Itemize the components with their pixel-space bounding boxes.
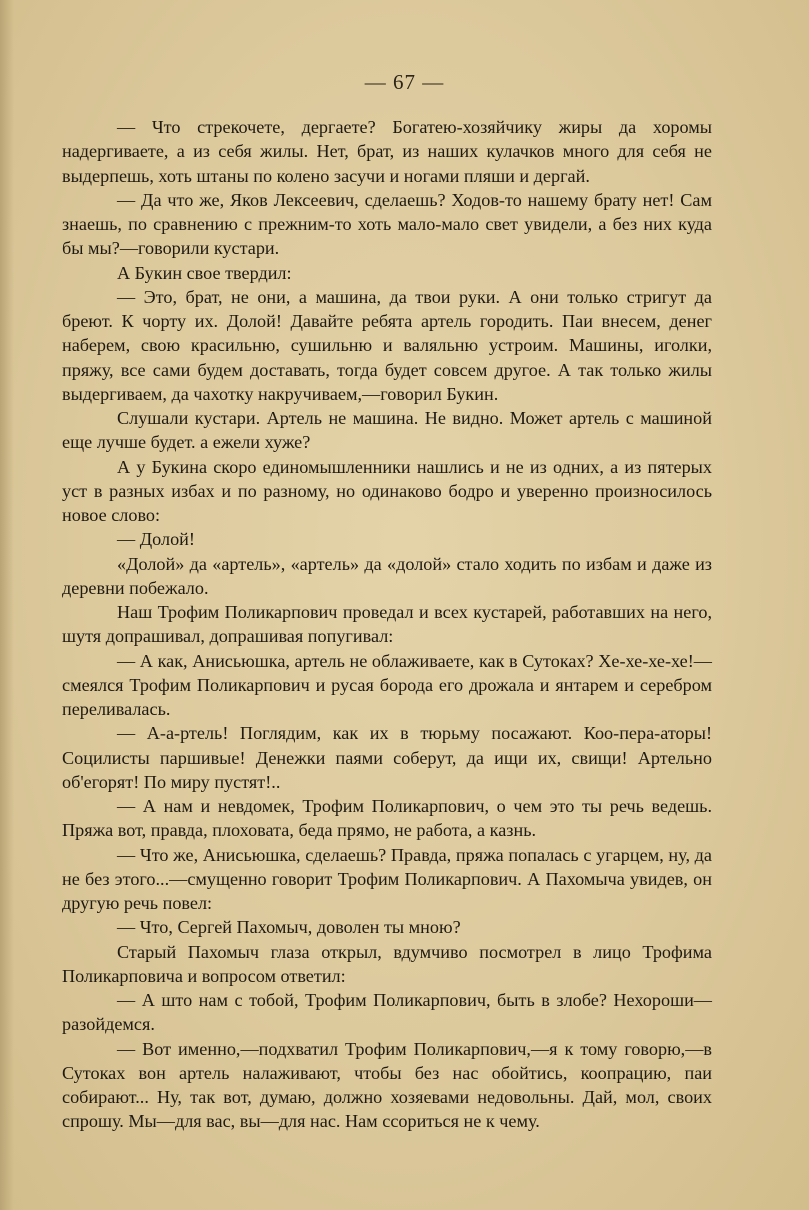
paragraph: — Долой! [117,529,195,550]
body-text [62,115,712,1134]
page-number: — 67 — [364,70,445,94]
paragraph: Слушали кустари. Артель не машина. Не видно. Может артель с машиной еще лучше будет. а ежели хуже? [62,408,712,453]
paragraph: — Это, брат, не они, а машина, да твои руки. А они только стригут да бреют. К чорту их. Долой! Давайте ребята артель городить. Паи внесем, денег наберем, свою красильню, сушильню и валяльню устроим. Машины, иголки, пряжу, все сами будем доставать, тогда будет совсем другое. А так только жилы выдергиваем, да чахотку накручиваем,—говорил Букин. [62,286,712,404]
paragraph: — А-а-ртель! Поглядим, как их в тюрьму посажают. Коо-пера-аторы! Социлисты паршивые! Денежки паями соберут, да ищи их, свищи! Артельно об'егорят! По миру пустят!.. [62,723,712,792]
paragraph: — А што нам с тобой, Трофим Поликарпович, быть в злобе? Нехороши—разойдемся. [62,990,712,1035]
paragraph: — Что, Сергей Пахомыч, доволен ты мною? [117,917,461,938]
paragraph: — А как, Анисьюшка, артель не облаживаете, как в Сутоках? Хе-хе-хе-хе!—смеялся Трофим Поликарпович и русая борода его дрожала и янтарем и серебром переливалась. [62,650,712,719]
paragraph: Старый Пахомыч глаза открыл, вдумчиво посмотрел в лицо Трофима Поликарповича и вопросом ответил: [62,941,712,986]
paragraph: — Что же, Анисьюшка, сделаешь? Правда, пряжа попалась с угарцем, ну, да не без этого...—смущенно говорит Трофим Поликарпович. А Пахомыча увидев, он другую речь повел: [62,844,712,913]
paragraph: — Что стрекочете, дергаете? Богатею-хозяйчику жиры да хоромы надергиваете, а из себя жилы. Нет, брат, из наших кулачков много для себя не выдерпешь, хоть штаны по колено засучи и ногами пляши и дергай. [62,117,712,186]
page-edge-shadow [0,0,14,1210]
paragraph: А у Букина скоро единомышленники нашлись и не из одних, а из пятерых уст в разных избах и по разному, но одинаково бодро и уверенно произносилось новое слово: [62,456,712,525]
paragraph: — Вот именно,—подхватил Трофим Поликарпович,—я к тому говорю,—в Сутоках вон артель налаживают, чтобы без нас обойтись, коопрацию, паи собирают... Ну, так вот, думаю, должно хозяевами недовольны. Дай, мол, своих спрошу. Мы—для вас, вы—для нас. Нам ссориться не к чему. [62,1038,712,1132]
paragraph: — А нам и невдомек, Трофим Поликарпович, о чем это ты речь ведешь. Пряжа вот, правда, плоховата, беда прямо, не работа, а казнь. [62,796,712,841]
paragraph: А Букин свое твердил: [117,262,292,283]
paragraph: «Долой» да «артель», «артель» да «долой» стало ходить по избам и даже из деревни побежало. [62,553,712,598]
paragraph: — Да что же, Яков Лексеевич, сделаешь? Ходов-то нашему брату нет! Сам знаешь, по сравнению с прежним-то хоть мало-мало свет увидели, а без них куда бы мы?—говорили кустари. [62,189,712,259]
paragraph: Наш Трофим Поликарпович проведал и всех кустарей, работавших на него, шутя допрашивал, допрашивая попугивал: [62,602,712,647]
